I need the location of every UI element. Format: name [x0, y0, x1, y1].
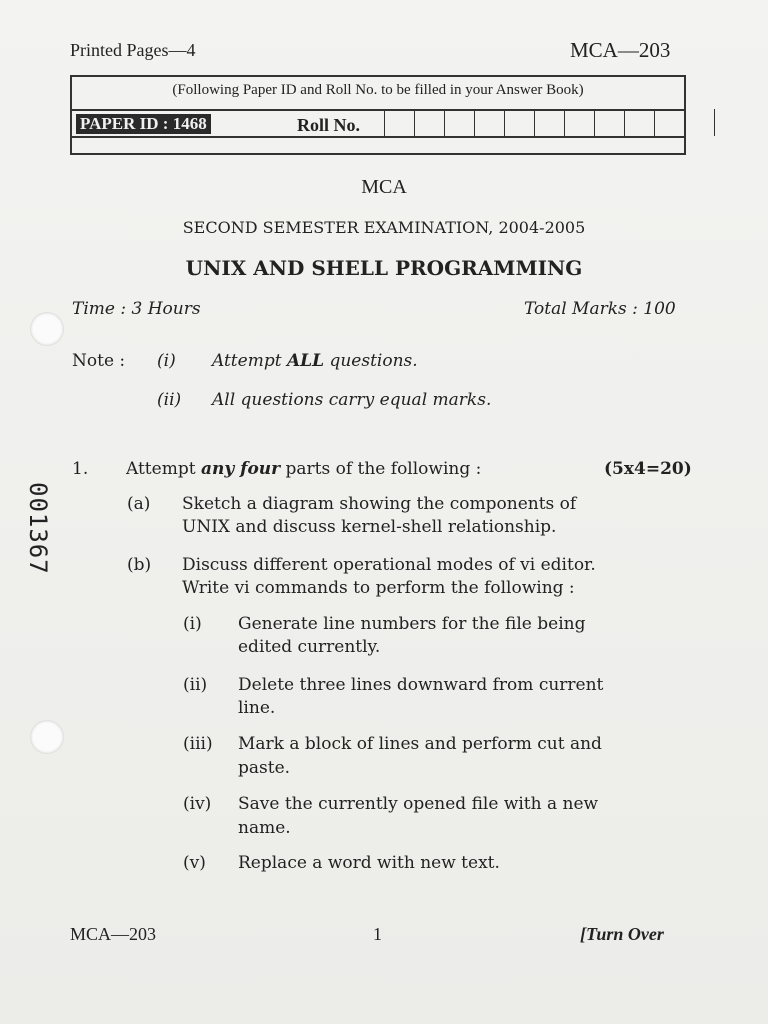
- roll-cell: [564, 109, 594, 136]
- subpart-line: edited currently.: [238, 637, 381, 657]
- note-emphasis: ALL: [286, 351, 325, 371]
- question-number: 1.: [72, 459, 89, 479]
- roll-no-label: Roll No.: [297, 115, 360, 135]
- subject-title: UNIX AND SHELL PROGRAMMING: [185, 256, 583, 280]
- page-number: 1: [373, 924, 382, 944]
- time-allowed: Time : 3 Hours: [72, 299, 201, 319]
- note-label: Note :: [72, 351, 126, 371]
- paper-id-box: [70, 75, 686, 155]
- part-label: (a): [127, 494, 151, 514]
- part-line: Write vi commands to perform the following :: [182, 578, 575, 598]
- subpart-line: Save the currently opened file with a new: [238, 794, 599, 814]
- subpart-line: Mark a block of lines and perform cut and: [238, 734, 602, 754]
- note-text-part: Attempt: [212, 351, 287, 371]
- subpart-label: (iii): [183, 734, 213, 754]
- question-marks: (5x4=20): [604, 459, 692, 479]
- punch-hole-bottom: [30, 720, 64, 754]
- paper-id-label: PAPER ID : 1468: [76, 114, 211, 134]
- part-label: (b): [127, 555, 152, 575]
- roll-cell: [654, 109, 684, 136]
- note-num: (ii): [157, 390, 182, 410]
- footer-code: MCA—203: [70, 924, 157, 944]
- roll-cell: [534, 109, 564, 136]
- roll-cell: [684, 109, 714, 136]
- note-text: All questions carry equal marks.: [212, 390, 492, 410]
- subpart-line: Replace a word with new text.: [238, 853, 500, 873]
- turn-over: [Turn Over: [580, 924, 664, 944]
- note-num: (i): [157, 351, 176, 371]
- roll-cell: [444, 109, 474, 136]
- subpart-line: name.: [238, 818, 291, 838]
- roll-cell: [414, 109, 444, 136]
- punch-hole-top: [30, 312, 64, 346]
- roll-cell: [624, 109, 654, 136]
- subpart-line: Delete three lines downward from current: [238, 675, 604, 695]
- exam-title: SECOND SEMESTER EXAMINATION, 2004-2005: [182, 218, 586, 237]
- subpart-label: (v): [183, 853, 206, 873]
- part-line: Sketch a diagram showing the components of: [182, 494, 577, 514]
- note-text-part: questions.: [324, 351, 418, 371]
- total-marks: Total Marks : 100: [524, 299, 676, 319]
- divider: [72, 136, 684, 138]
- note-text: [212, 351, 418, 371]
- roll-cell: [504, 109, 534, 136]
- subpart-label: (ii): [183, 675, 208, 695]
- question-text-part: parts of the following :: [280, 459, 482, 479]
- subpart-line: line.: [238, 698, 276, 718]
- part-line: UNIX and discuss kernel-shell relationship.: [182, 517, 557, 537]
- subpart-label: (iv): [183, 794, 212, 814]
- subpart-line: Generate line numbers for the file being: [238, 614, 586, 634]
- question-text-part: Attempt: [126, 459, 201, 479]
- subpart-line: paste.: [238, 758, 291, 778]
- part-line: Discuss different operational modes of vi editor.: [182, 555, 596, 575]
- roll-cell: [714, 109, 744, 136]
- paper-code: MCA—203: [570, 38, 671, 62]
- printed-pages: Printed Pages—4: [70, 40, 196, 60]
- id-instruction: (Following Paper ID and Roll No. to be filled in your Answer Book): [172, 82, 584, 98]
- program-title: MCA: [361, 176, 407, 198]
- roll-cell: [594, 109, 624, 136]
- subpart-label: (i): [183, 614, 202, 634]
- roll-cell: [474, 109, 504, 136]
- serial-number: 001367: [24, 482, 52, 575]
- roll-no-cells: [384, 109, 744, 136]
- roll-cell: [384, 109, 414, 136]
- question-emphasis: any four: [200, 459, 281, 479]
- question-text: [126, 459, 481, 479]
